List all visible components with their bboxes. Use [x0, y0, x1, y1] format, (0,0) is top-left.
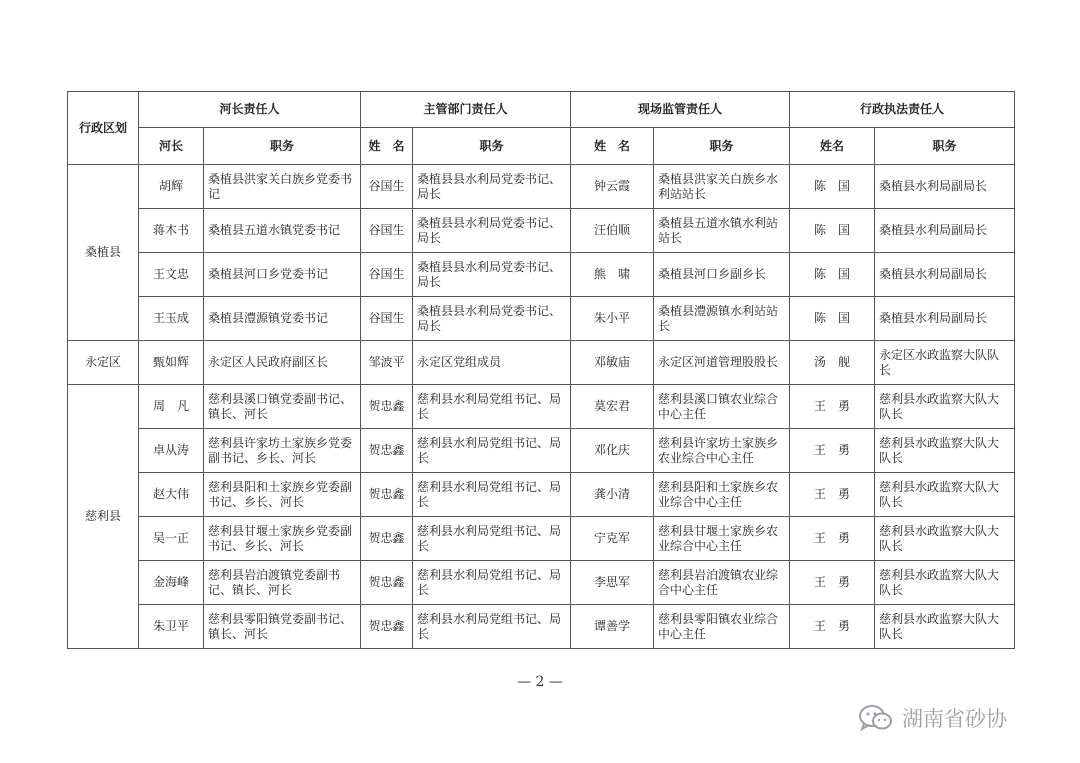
river-chief-duty: 慈利县甘堰土家族乡党委副书记、乡长、河长 — [204, 517, 361, 561]
river-chief-name: 甄如辉 — [139, 341, 204, 385]
header-group-supervision: 现场监管责任人 — [571, 92, 790, 128]
river-chief-name: 胡辉 — [139, 165, 204, 209]
supervisor-duty: 慈利县零阳镇农业综合中心主任 — [654, 605, 790, 649]
enforcer-duty: 永定区水政监察大队队长 — [875, 341, 1015, 385]
supervisor-name: 谭善学 — [571, 605, 654, 649]
enforcer-duty: 桑植县水利局副局长 — [875, 253, 1015, 297]
header-sub: 姓 名 — [571, 128, 654, 165]
river-chief-duty: 桑植县五道水镇党委书记 — [204, 209, 361, 253]
table-row — [68, 429, 1015, 473]
department-duty: 桑植县县水利局党委书记、局长 — [413, 209, 571, 253]
department-duty: 慈利县水利局党组书记、局长 — [413, 605, 571, 649]
river-chief-duty: 桑植县洪家关白族乡党委书记 — [204, 165, 361, 209]
table-body — [68, 165, 1015, 649]
supervisor-name: 熊 啸 — [571, 253, 654, 297]
enforcer-duty: 慈利县水政监察大队大队长 — [875, 561, 1015, 605]
department-name: 贺忠鑫 — [361, 605, 413, 649]
supervisor-duty: 慈利县许家坊土家族乡农业综合中心主任 — [654, 429, 790, 473]
header-region: 行政区划 — [68, 92, 139, 165]
river-chief-duty: 桑植县河口乡党委书记 — [204, 253, 361, 297]
department-duty: 永定区党组成员 — [413, 341, 571, 385]
enforcer-name: 王 勇 — [790, 429, 875, 473]
supervisor-duty: 慈利县溪口镇农业综合中心主任 — [654, 385, 790, 429]
river-chief-name: 赵大伟 — [139, 473, 204, 517]
river-chief-duty: 慈利县许家坊土家族乡党委副书记、乡长、河长 — [204, 429, 361, 473]
header-group-river-chief: 河长责任人 — [139, 92, 361, 128]
river-chief-duty: 慈利县溪口镇党委副书记、镇长、河长 — [204, 385, 361, 429]
header-sub: 职务 — [654, 128, 790, 165]
supervisor-name: 汪伯顺 — [571, 209, 654, 253]
enforcer-duty: 慈利县水政监察大队大队长 — [875, 517, 1015, 561]
enforcer-duty: 桑植县水利局副局长 — [875, 297, 1015, 341]
header-sub: 职务 — [875, 128, 1015, 165]
river-chief-name: 金海峰 — [139, 561, 204, 605]
department-name: 谷国生 — [361, 253, 413, 297]
enforcer-name: 王 勇 — [790, 561, 875, 605]
department-name: 贺忠鑫 — [361, 517, 413, 561]
enforcer-name: 陈 国 — [790, 297, 875, 341]
supervisor-name: 宁克军 — [571, 517, 654, 561]
table-row — [68, 253, 1015, 297]
river-chief-name: 朱卫平 — [139, 605, 204, 649]
department-name: 贺忠鑫 — [361, 385, 413, 429]
page-number: — 2 — — [517, 674, 563, 690]
river-chief-duty: 永定区人民政府副区长 — [204, 341, 361, 385]
department-name: 贺忠鑫 — [361, 561, 413, 605]
enforcer-name: 王 勇 — [790, 473, 875, 517]
table-row — [68, 605, 1015, 649]
river-chief-duty: 慈利县岩泊渡镇党委副书记、镇长、河长 — [204, 561, 361, 605]
header-sub: 职务 — [204, 128, 361, 165]
department-duty: 慈利县水利局党组书记、局长 — [413, 517, 571, 561]
enforcer-name: 陈 国 — [790, 209, 875, 253]
table-row — [68, 561, 1015, 605]
department-name: 谷国生 — [361, 165, 413, 209]
department-name: 贺忠鑫 — [361, 429, 413, 473]
enforcer-duty: 慈利县水政监察大队大队长 — [875, 473, 1015, 517]
department-name: 谷国生 — [361, 209, 413, 253]
supervisor-duty: 桑植县河口乡副乡长 — [654, 253, 790, 297]
supervisor-name: 邓敏庙 — [571, 341, 654, 385]
enforcer-duty: 桑植县水利局副局长 — [875, 165, 1015, 209]
supervisor-name: 莫宏君 — [571, 385, 654, 429]
table-row — [68, 517, 1015, 561]
river-chief-name: 周 凡 — [139, 385, 204, 429]
enforcer-duty: 桑植县水利局副局长 — [875, 209, 1015, 253]
river-chief-duty: 桑植县澧源镇党委书记 — [204, 297, 361, 341]
department-duty: 慈利县水利局党组书记、局长 — [413, 429, 571, 473]
river-chief-name: 王玉成 — [139, 297, 204, 341]
header-sub: 姓 名 — [361, 128, 413, 165]
table-row — [68, 473, 1015, 517]
supervisor-name: 朱小平 — [571, 297, 654, 341]
supervisor-duty: 永定区河道管理股股长 — [654, 341, 790, 385]
header-sub: 职务 — [413, 128, 571, 165]
river-chief-duty: 慈利县零阳镇党委副书记、镇长、河长 — [204, 605, 361, 649]
enforcer-duty: 慈利县水政监察大队大队长 — [875, 605, 1015, 649]
enforcer-name: 王 勇 — [790, 385, 875, 429]
table-row — [68, 341, 1015, 385]
region-name: 桑植县 — [68, 165, 139, 341]
region-name: 永定区 — [68, 341, 139, 385]
enforcer-duty: 慈利县水政监察大队大队长 — [875, 385, 1015, 429]
header-sub: 姓名 — [790, 128, 875, 165]
header-group-enforcement: 行政执法责任人 — [790, 92, 1015, 128]
supervisor-duty: 慈利县岩泊渡镇农业综合中心主任 — [654, 561, 790, 605]
watermark — [858, 702, 1007, 734]
department-duty: 桑植县县水利局党委书记、局长 — [413, 297, 571, 341]
enforcer-name: 陈 国 — [790, 165, 875, 209]
supervisor-name: 李思军 — [571, 561, 654, 605]
table-row — [68, 385, 1015, 429]
supervisor-duty: 慈利县甘堰土家族乡农业综合中心主任 — [654, 517, 790, 561]
supervisor-name: 龚小清 — [571, 473, 654, 517]
watermark-text: 湖南省砂协 — [902, 707, 1007, 731]
enforcer-name: 陈 国 — [790, 253, 875, 297]
river-chief-name: 蒋木书 — [139, 209, 204, 253]
header-sub: 河长 — [139, 128, 204, 165]
supervisor-name: 钟云霞 — [571, 165, 654, 209]
department-duty: 桑植县县水利局党委书记、局长 — [413, 165, 571, 209]
enforcer-name: 王 勇 — [790, 605, 875, 649]
department-duty: 桑植县县水利局党委书记、局长 — [413, 253, 571, 297]
enforcer-name: 汤 舰 — [790, 341, 875, 385]
river-chief-duty: 慈利县阳和土家族乡党委副书记、乡长、河长 — [204, 473, 361, 517]
table-row — [68, 209, 1015, 253]
supervisor-name: 邓化庆 — [571, 429, 654, 473]
enforcer-name: 王 勇 — [790, 517, 875, 561]
river-chief-name: 吴一正 — [139, 517, 204, 561]
department-duty: 慈利县水利局党组书记、局长 — [413, 473, 571, 517]
supervisor-duty: 慈利县阳和土家族乡农业综合中心主任 — [654, 473, 790, 517]
department-duty: 慈利县水利局党组书记、局长 — [413, 561, 571, 605]
wechat-icon — [858, 704, 894, 732]
region-name: 慈利县 — [68, 385, 139, 649]
river-chief-name: 王文忠 — [139, 253, 204, 297]
department-name: 邹波平 — [361, 341, 413, 385]
enforcer-duty: 慈利县水政监察大队大队长 — [875, 429, 1015, 473]
department-duty: 慈利县水利局党组书记、局长 — [413, 385, 571, 429]
supervisor-duty: 桑植县五道水镇水利站站长 — [654, 209, 790, 253]
table-row — [68, 297, 1015, 341]
table-row — [68, 165, 1015, 209]
supervisor-duty: 桑植县洪家关白族乡水利站站长 — [654, 165, 790, 209]
supervisor-duty: 桑植县澧源镇水利站站长 — [654, 297, 790, 341]
department-name: 谷国生 — [361, 297, 413, 341]
department-name: 贺忠鑫 — [361, 473, 413, 517]
river-chief-table — [67, 91, 1015, 649]
header-group-department: 主管部门责任人 — [361, 92, 571, 128]
river-chief-name: 卓从涛 — [139, 429, 204, 473]
